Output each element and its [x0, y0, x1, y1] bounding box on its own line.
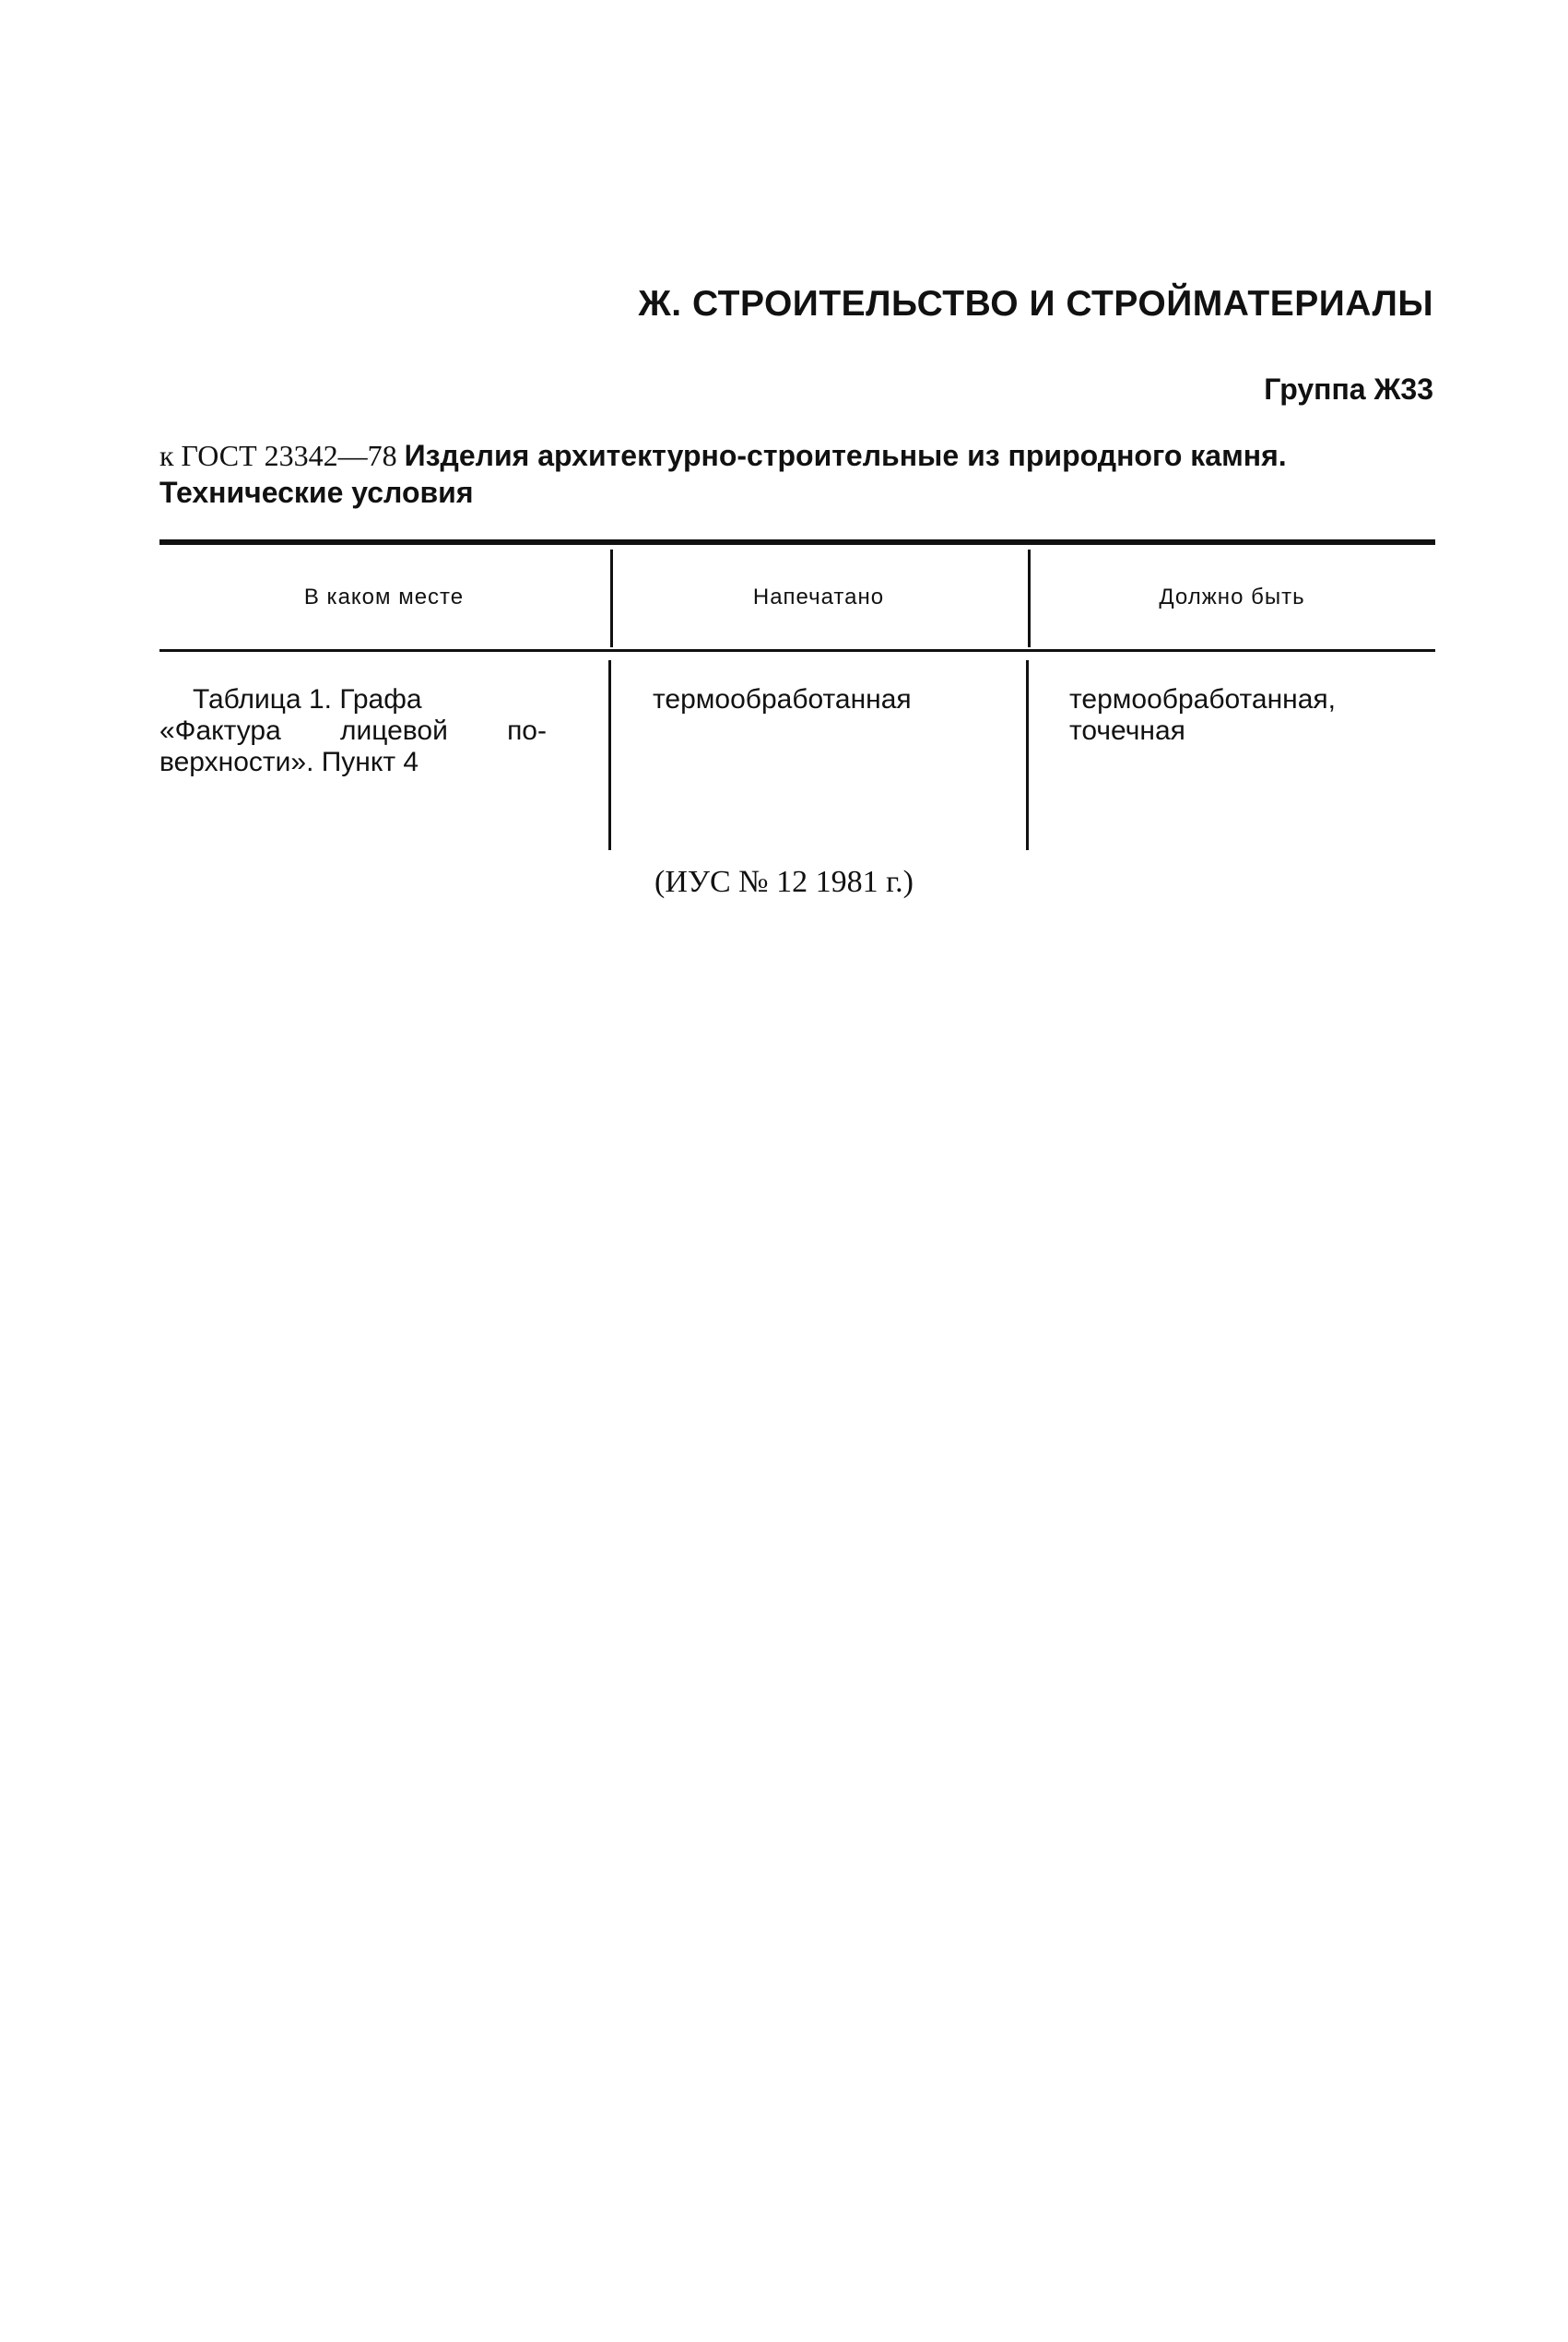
section-title: Ж. СТРОИТЕЛЬСТВО И СТРОЙМАТЕРИАЛЫ	[638, 284, 1433, 324]
cell-where-line: Таблица 1. Графа	[193, 684, 422, 715]
group-label: Группа Ж33	[1264, 373, 1433, 406]
column-header-where: В каком месте	[303, 585, 465, 609]
cell-where-line: верхности». Пункт 4	[159, 747, 419, 777]
document-title	[159, 437, 1435, 511]
standard-number: к ГОСТ 23342—78	[159, 439, 397, 472]
column-divider-2-body	[1026, 660, 1029, 850]
table-top-rule	[159, 539, 1435, 545]
cell-should-be	[1069, 684, 1429, 747]
cell-should-be-line: термообработанная,	[1069, 684, 1337, 715]
cell-should-be-line: точечная	[1069, 716, 1185, 746]
table-header-rule	[159, 649, 1435, 652]
cell-where	[159, 684, 547, 778]
column-header-printed: Напечатано	[752, 585, 885, 609]
standard-title-line1: Изделия архитектурно-строительные из природного камня.	[404, 439, 1287, 472]
cell-printed: термообработанная	[653, 684, 912, 715]
column-header-should-be: Должно быть	[1159, 585, 1305, 609]
publication-reference: (ИУС № 12 1981 г.)	[654, 865, 914, 899]
cell-where-line: «Фактура лицевой по-	[159, 716, 547, 746]
column-divider-1-body	[608, 660, 611, 850]
standard-title-line2: Технические условия	[159, 476, 474, 509]
